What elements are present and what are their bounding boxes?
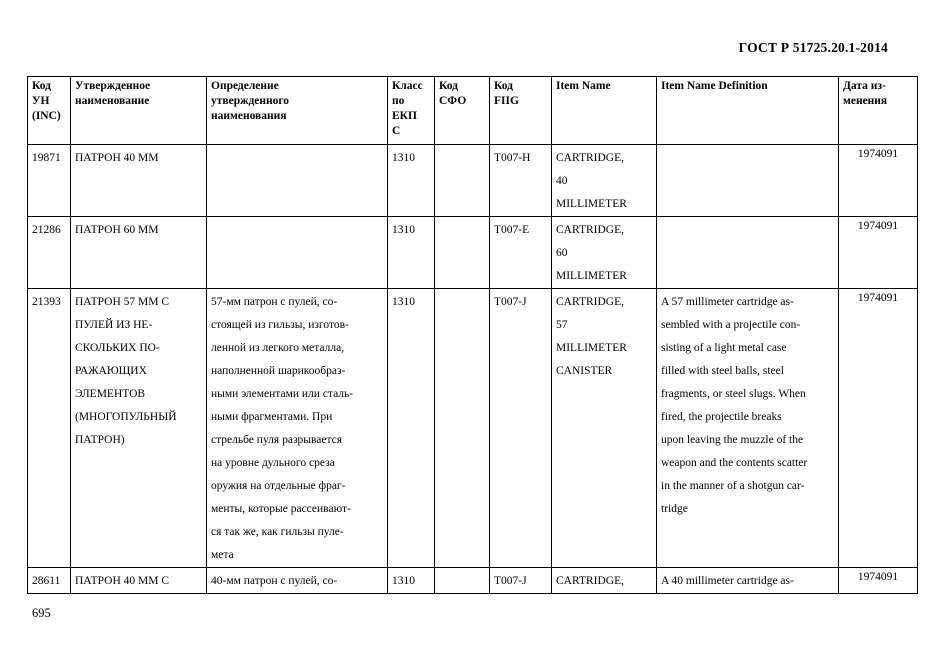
- table-row: [28, 568, 918, 594]
- cell-line: weapon and the contents scatter: [661, 457, 808, 469]
- cell-line: ПАТРОН): [75, 434, 125, 446]
- cell-class: 1310: [388, 568, 435, 594]
- cell-line: fragments, or steel slugs. When: [661, 388, 806, 400]
- cell-item-name: [552, 568, 657, 594]
- header-definition-line: наименования: [211, 110, 287, 122]
- cell-line: на уровне дульного среза: [211, 457, 335, 469]
- cell-line: менты, которые рассеивают-: [211, 503, 351, 515]
- cell-fiig: T007-J: [490, 289, 552, 568]
- header-definition-line: Определение: [211, 80, 279, 92]
- header-fiig: [490, 77, 552, 145]
- cell-line: ПУЛЕЙ ИЗ НЕ-: [75, 319, 153, 331]
- header-approved-name-line: наименование: [75, 95, 150, 107]
- cell-line: filled with steel balls, steel: [661, 365, 784, 377]
- cell-class: 1310: [388, 289, 435, 568]
- cell-line: ными фрагментами. При: [211, 411, 333, 423]
- cell-line: стрельбе пуля разрывается: [211, 434, 343, 446]
- header-change-date-line: менения: [843, 95, 888, 107]
- header-item-name-definition-line: Item Name Definition: [661, 80, 768, 92]
- header-sfo-line: СФО: [439, 95, 467, 107]
- header-inc-line: Код: [32, 80, 52, 92]
- header-fiig-line: Код: [494, 80, 514, 92]
- cell-line: MILLIMETER: [556, 198, 627, 210]
- header-change-date: [839, 77, 918, 145]
- cell-line: мета: [211, 549, 234, 561]
- cell-item-name-definition: [657, 289, 839, 568]
- cell-line: 57-мм патрон с пулей, со-: [211, 296, 338, 308]
- cell-line: tridge: [661, 503, 688, 515]
- header-definition: [207, 77, 388, 145]
- cell-line: in the manner of a shotgun car-: [661, 480, 805, 492]
- cell-approved-name: [71, 145, 207, 217]
- cell-item-name-definition: [657, 217, 839, 289]
- cell-line: ПАТРОН 60 ММ: [75, 224, 159, 236]
- cell-item-name-definition: [657, 145, 839, 217]
- cell-line: ленной из легкого металла,: [211, 342, 345, 354]
- header-class-line: С: [392, 125, 401, 137]
- cell-definition: [207, 289, 388, 568]
- cell-line: CARTRIDGE,: [556, 575, 624, 587]
- cell-line: sisting of a light metal case: [661, 342, 787, 354]
- cell-line: ПАТРОН 40 ММ: [75, 152, 159, 164]
- cell-class: 1310: [388, 145, 435, 217]
- header-item-name-definition: [657, 77, 839, 145]
- cell-line: MILLIMETER: [556, 270, 627, 282]
- cell-inc: 21286: [28, 217, 71, 289]
- cell-line: ЭЛЕМЕНТОВ: [75, 388, 146, 400]
- cell-line: CARTRIDGE,: [556, 296, 624, 308]
- cell-inc: 21393: [28, 289, 71, 568]
- cell-line: CARTRIDGE,: [556, 152, 624, 164]
- cell-change-date: 1974091: [839, 145, 918, 217]
- cell-inc: 19871: [28, 145, 71, 217]
- cell-line: СКОЛЬКИХ ПО-: [75, 342, 160, 354]
- cell-line: оружия на отдельные фраг-: [211, 480, 346, 492]
- cell-line: РАЖАЮЩИХ: [75, 365, 147, 377]
- cell-inc: 28611: [28, 568, 71, 594]
- cell-item-name: [552, 145, 657, 217]
- header-change-date-line: Дата из-: [843, 80, 886, 92]
- cell-fiig: T007-H: [490, 145, 552, 217]
- cell-line: upon leaving the muzzle of the: [661, 434, 804, 446]
- cell-fiig: T007-J: [490, 568, 552, 594]
- document-standard-header: ГОСТ Р 51725.20.1-2014: [738, 40, 888, 55]
- table-header-row: [28, 77, 918, 145]
- cell-line: CANISTER: [556, 365, 613, 377]
- header-inc: [28, 77, 71, 145]
- cell-class: 1310: [388, 217, 435, 289]
- header-item-name-line: Item Name: [556, 80, 611, 92]
- cell-change-date: 1974091: [839, 217, 918, 289]
- cell-approved-name: [71, 289, 207, 568]
- cell-approved-name: [71, 217, 207, 289]
- cell-fiig: T007-E: [490, 217, 552, 289]
- cell-line: ПАТРОН 57 ММ С: [75, 296, 170, 308]
- cell-sfo: [435, 568, 490, 594]
- table-row: [28, 145, 918, 217]
- cell-sfo: [435, 145, 490, 217]
- cell-approved-name: [71, 568, 207, 594]
- cell-line: 57: [556, 319, 568, 331]
- cell-line: стоящей из гильзы, изготов-: [211, 319, 349, 331]
- cell-line: ными элементами или сталь-: [211, 388, 354, 400]
- cell-line: ПАТРОН 40 ММ С: [75, 575, 170, 587]
- cell-line: наполненной шарикообраз-: [211, 365, 346, 377]
- cell-line: MILLIMETER: [556, 342, 627, 354]
- cell-definition: [207, 217, 388, 289]
- header-inc-line: УН: [32, 95, 50, 107]
- header-class-line: Класс: [392, 80, 423, 92]
- cell-line: 40-мм патрон с пулей, со-: [211, 575, 338, 587]
- table-row: [28, 217, 918, 289]
- header-sfo-line: Код: [439, 80, 459, 92]
- cell-sfo: [435, 217, 490, 289]
- cell-line: 40: [556, 175, 568, 187]
- cell-change-date: 1974091: [839, 568, 918, 594]
- cell-line: ся так же, как гильзы пуле-: [211, 526, 344, 538]
- cell-line: 60: [556, 247, 568, 259]
- header-inc-line: (INC): [32, 110, 61, 122]
- cell-item-name: [552, 289, 657, 568]
- cell-line: sembled with a projectile con-: [661, 319, 801, 331]
- header-item-name: [552, 77, 657, 145]
- cell-line: (МНОГОПУЛЬНЫЙ: [75, 411, 177, 423]
- header-class-line: по: [392, 95, 405, 107]
- header-sfo: [435, 77, 490, 145]
- cell-line: fired, the projectile breaks: [661, 411, 782, 423]
- header-approved-name: [71, 77, 207, 145]
- cell-item-name-definition: [657, 568, 839, 594]
- page-number: 695: [32, 606, 51, 620]
- cell-line: CARTRIDGE,: [556, 224, 624, 236]
- header-class-line: ЕКП: [392, 110, 417, 122]
- header-fiig-line: FIIG: [494, 95, 519, 107]
- cell-line: A 40 millimeter cartridge as-: [661, 575, 794, 587]
- header-class: [388, 77, 435, 145]
- header-approved-name-line: Утвержденное: [75, 80, 151, 92]
- cell-definition: [207, 145, 388, 217]
- cell-line: A 57 millimeter cartridge as-: [661, 296, 794, 308]
- cell-item-name: [552, 217, 657, 289]
- header-definition-line: утвержденного: [211, 95, 290, 107]
- cell-sfo: [435, 289, 490, 568]
- cell-definition: [207, 568, 388, 594]
- cell-change-date: 1974091: [839, 289, 918, 568]
- table-row: [28, 289, 918, 568]
- nomenclature-table: [27, 76, 918, 594]
